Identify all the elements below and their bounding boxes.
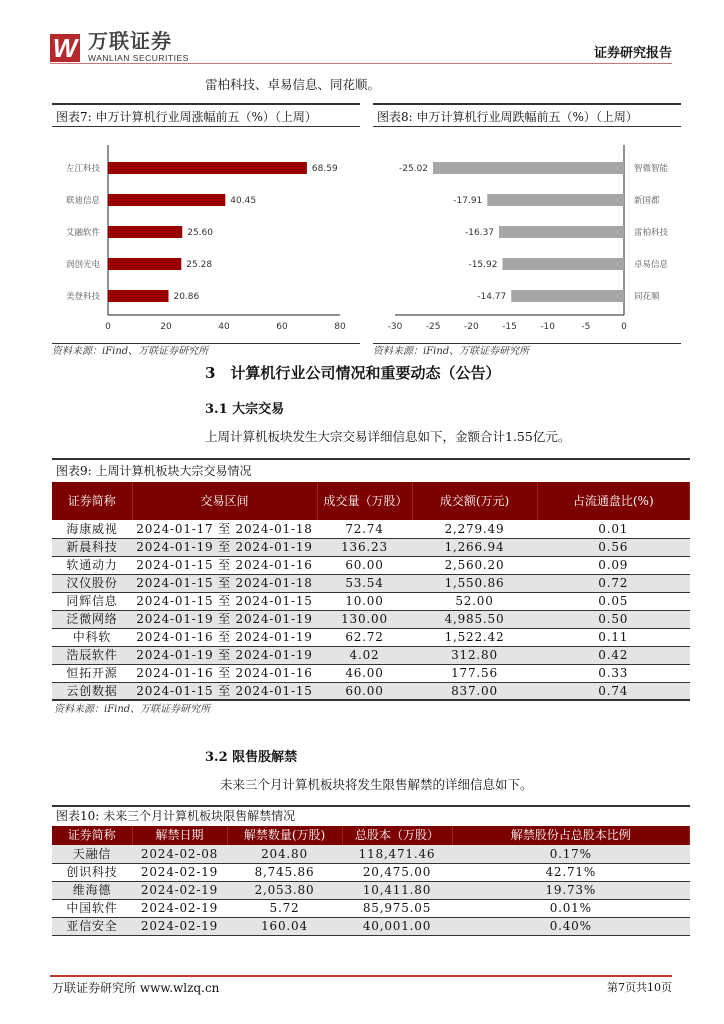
table-cell: 0.01 [537, 520, 690, 538]
table-cell: 恒拓开源 [52, 664, 132, 682]
table-cell: 汉仪股份 [52, 574, 132, 592]
category-label: 艾融软件 [65, 228, 100, 238]
section32-text: 未来三个月计算机板块将发生限售解禁的详细信息如下。 [220, 777, 533, 792]
table-row [52, 538, 690, 556]
table-cell: 0.40% [452, 917, 690, 935]
bar [108, 258, 181, 270]
table-cell: 62.72 [317, 628, 412, 646]
column-header: 占流通盘比(%) [537, 482, 690, 520]
table10-title: 图表10: 未来三个月计算机板块限售解禁情况 [52, 805, 690, 826]
table9 [52, 482, 690, 701]
table-cell: 创识科技 [52, 863, 132, 881]
table-cell: 2024-01-19 至 2024-01-19 [132, 610, 317, 628]
table-cell: 160.04 [227, 917, 342, 935]
data-label: 25.28 [186, 260, 213, 270]
bar [511, 290, 624, 302]
section3-heading: 3 计算机行业公司情况和重要动态（公告） [205, 364, 501, 382]
data-label: -16.37 [465, 228, 495, 238]
category-label: 新国都 [634, 196, 660, 206]
tick-label: -30 [387, 322, 403, 332]
table-row [52, 917, 690, 935]
section31-heading: 3.1 大宗交易 [205, 402, 285, 417]
logo-mark: W [50, 34, 80, 62]
table-cell: 85,975.05 [342, 899, 452, 917]
table-cell: 2024-01-19 至 2024-01-19 [132, 646, 317, 664]
table-cell: 2,279.49 [412, 520, 537, 538]
tick-label: 80 [334, 322, 346, 332]
table-cell: 10.00 [317, 592, 412, 610]
column-header: 证券简称 [52, 826, 132, 845]
table10 [52, 826, 690, 936]
column-header: 证券简称 [52, 482, 132, 520]
table-cell: 19.73% [452, 881, 690, 899]
table-cell: 同辉信息 [52, 592, 132, 610]
footer-left: 万联证券研究所 www.wlzq.cn [52, 981, 220, 995]
table-cell: 60.00 [317, 682, 412, 700]
category-label: 雷柏科技 [634, 228, 669, 238]
tick-label: -15 [502, 322, 517, 332]
table-cell: 837.00 [412, 682, 537, 700]
table-cell: 5.72 [227, 899, 342, 917]
table-cell: 60.00 [317, 556, 412, 574]
page-number: 第7页共10页 [607, 981, 672, 994]
table-cell: 云创数据 [52, 682, 132, 700]
bar [502, 258, 624, 270]
table-cell: 泛微网络 [52, 610, 132, 628]
table-cell: 1,522.42 [412, 628, 537, 646]
data-label: -14.77 [477, 292, 507, 302]
data-label: -25.02 [398, 164, 429, 174]
table9-source: 资料来源：iFind、万联证券研究所 [54, 704, 211, 715]
table-row [52, 592, 690, 610]
category-label: 左江科技 [65, 164, 100, 174]
bar [108, 226, 182, 238]
table-cell: 2024-01-15 至 2024-01-15 [132, 592, 317, 610]
table-row [52, 881, 690, 899]
table-cell: 1,550.86 [412, 574, 537, 592]
table-cell: 软通动力 [52, 556, 132, 574]
table-cell: 0.33 [537, 664, 690, 682]
category-label: 美登科技 [65, 292, 100, 302]
category-label: 同花顺 [634, 292, 660, 302]
chart8-title: 图表8: 申万计算机行业周跌幅前五（%）（上周） [373, 103, 681, 127]
category-label: 卓易信息 [634, 260, 669, 270]
footer-divider [50, 975, 672, 977]
bar [108, 194, 225, 206]
table-cell: 2,053.80 [227, 881, 342, 899]
chart8-source: 资料来源：iFind、万联证券研究所 [373, 343, 681, 358]
table-cell: 20,475.00 [342, 863, 452, 881]
chart7-source: 资料来源：iFind、万联证券研究所 [52, 343, 360, 358]
section31-text: 上周计算机板块发生大宗交易详细信息如下，金额合计1.55亿元。 [205, 429, 571, 444]
table-row [52, 646, 690, 664]
table-cell: 2024-01-15 至 2024-01-15 [132, 682, 317, 700]
table-cell: 2024-01-15 至 2024-01-18 [132, 574, 317, 592]
table-cell: 2024-01-19 至 2024-01-19 [132, 538, 317, 556]
table-cell: 2024-02-19 [132, 881, 227, 899]
tick-label: 0 [621, 322, 627, 332]
column-header: 成交额(万元) [412, 482, 537, 520]
bar [108, 290, 168, 302]
table-cell: 312.80 [412, 646, 537, 664]
header-divider [50, 63, 672, 64]
category-label: 智微智能 [634, 164, 669, 174]
table-cell: 天融信 [52, 845, 132, 863]
table9-title: 图表9: 上周计算机板块大宗交易情况 [52, 458, 690, 482]
table-cell: 0.72 [537, 574, 690, 592]
table-row [52, 610, 690, 628]
column-header: 解禁股份占总股本比例 [452, 826, 690, 845]
tick-label: 40 [218, 322, 230, 332]
table-cell: 53.54 [317, 574, 412, 592]
bar [487, 194, 624, 206]
table-cell: 118,471.46 [342, 845, 452, 863]
table-cell: 2024-02-08 [132, 845, 227, 863]
doc-type: 证券研究报告 [593, 46, 672, 61]
table-cell: 0.09 [537, 556, 690, 574]
column-header: 交易区间 [132, 482, 317, 520]
section32-heading: 3.2 限售股解禁 [205, 750, 298, 765]
chart8-svg [373, 127, 681, 339]
table-cell: 2,560.20 [412, 556, 537, 574]
table-cell: 0.11 [537, 628, 690, 646]
bar [499, 226, 624, 238]
table-cell: 8,745.86 [227, 863, 342, 881]
table-cell: 0.01% [452, 899, 690, 917]
table-cell: 46.00 [317, 664, 412, 682]
table-cell: 海康威视 [52, 520, 132, 538]
data-label: -17.91 [453, 196, 483, 206]
logo-subtext: WANLIAN SECURITIES [88, 53, 189, 63]
data-label: 25.60 [187, 228, 214, 238]
table-cell: 204.80 [227, 845, 342, 863]
table-cell: 浩辰软件 [52, 646, 132, 664]
table-cell: 维海德 [52, 881, 132, 899]
table-cell: 2024-02-19 [132, 917, 227, 935]
table-cell: 0.42 [537, 646, 690, 664]
tick-label: -5 [581, 322, 591, 332]
table-cell: 中国软件 [52, 899, 132, 917]
table-cell: 0.56 [537, 538, 690, 556]
table-cell: 4,985.50 [412, 610, 537, 628]
chart7-svg [52, 127, 360, 339]
table-cell: 136.23 [317, 538, 412, 556]
table-cell: 0.05 [537, 592, 690, 610]
table-row [52, 845, 690, 863]
chart7-title: 图表7: 申万计算机行业周涨幅前五（%）（上周） [52, 103, 360, 127]
table-cell: 2024-01-16 至 2024-01-19 [132, 628, 317, 646]
table9-block [52, 458, 690, 716]
data-label: 40.45 [230, 196, 257, 206]
table-cell: 亚信安全 [52, 917, 132, 935]
tick-label: 20 [160, 322, 172, 332]
table-cell: 1,266.94 [412, 538, 537, 556]
table-cell: 40,001.00 [342, 917, 452, 935]
data-label: 68.59 [311, 164, 338, 174]
tick-label: 0 [105, 322, 111, 332]
table-row [52, 574, 690, 592]
table-cell: 新晨科技 [52, 538, 132, 556]
logo-text: 万联证券 [88, 31, 172, 53]
column-header: 总股本（万股） [342, 826, 452, 845]
chart8-panel [373, 103, 681, 358]
bar [433, 162, 624, 174]
tick-label: -10 [540, 322, 556, 332]
category-label: 润创光电 [65, 260, 100, 270]
tick-label: -25 [425, 322, 441, 332]
table-row [52, 556, 690, 574]
column-header: 成交量（万股） [317, 482, 412, 520]
table-row [52, 628, 690, 646]
table-cell: 0.74 [537, 682, 690, 700]
table-cell: 10,411.80 [342, 881, 452, 899]
tick-label: 60 [276, 322, 288, 332]
column-header: 解禁数量(万股) [227, 826, 342, 845]
chart7-panel [52, 103, 360, 358]
table-row [52, 863, 690, 881]
data-label: -15.92 [468, 260, 498, 270]
bar [108, 162, 307, 174]
table-cell: 2024-02-19 [132, 899, 227, 917]
table-cell: 177.56 [412, 664, 537, 682]
table-cell: 0.50 [537, 610, 690, 628]
table-cell: 0.17% [452, 845, 690, 863]
tick-label: -20 [463, 322, 479, 332]
intro-text: 雷柏科技、卓易信息、同花顺。 [205, 77, 381, 92]
table-row [52, 520, 690, 538]
table-row [52, 664, 690, 682]
table-cell: 中科软 [52, 628, 132, 646]
table-cell: 2024-01-16 至 2024-01-16 [132, 664, 317, 682]
table-cell: 52.00 [412, 592, 537, 610]
table-cell: 2024-02-19 [132, 863, 227, 881]
data-label: 20.86 [173, 292, 200, 302]
table-cell: 42.71% [452, 863, 690, 881]
table-row [52, 682, 690, 700]
table-row [52, 899, 690, 917]
table-cell: 130.00 [317, 610, 412, 628]
category-label: 联迪信息 [65, 196, 100, 206]
table-cell: 4.02 [317, 646, 412, 664]
table-cell: 2024-01-17 至 2024-01-18 [132, 520, 317, 538]
table-cell: 2024-01-15 至 2024-01-16 [132, 556, 317, 574]
table-cell: 72.74 [317, 520, 412, 538]
column-header: 解禁日期 [132, 826, 227, 845]
